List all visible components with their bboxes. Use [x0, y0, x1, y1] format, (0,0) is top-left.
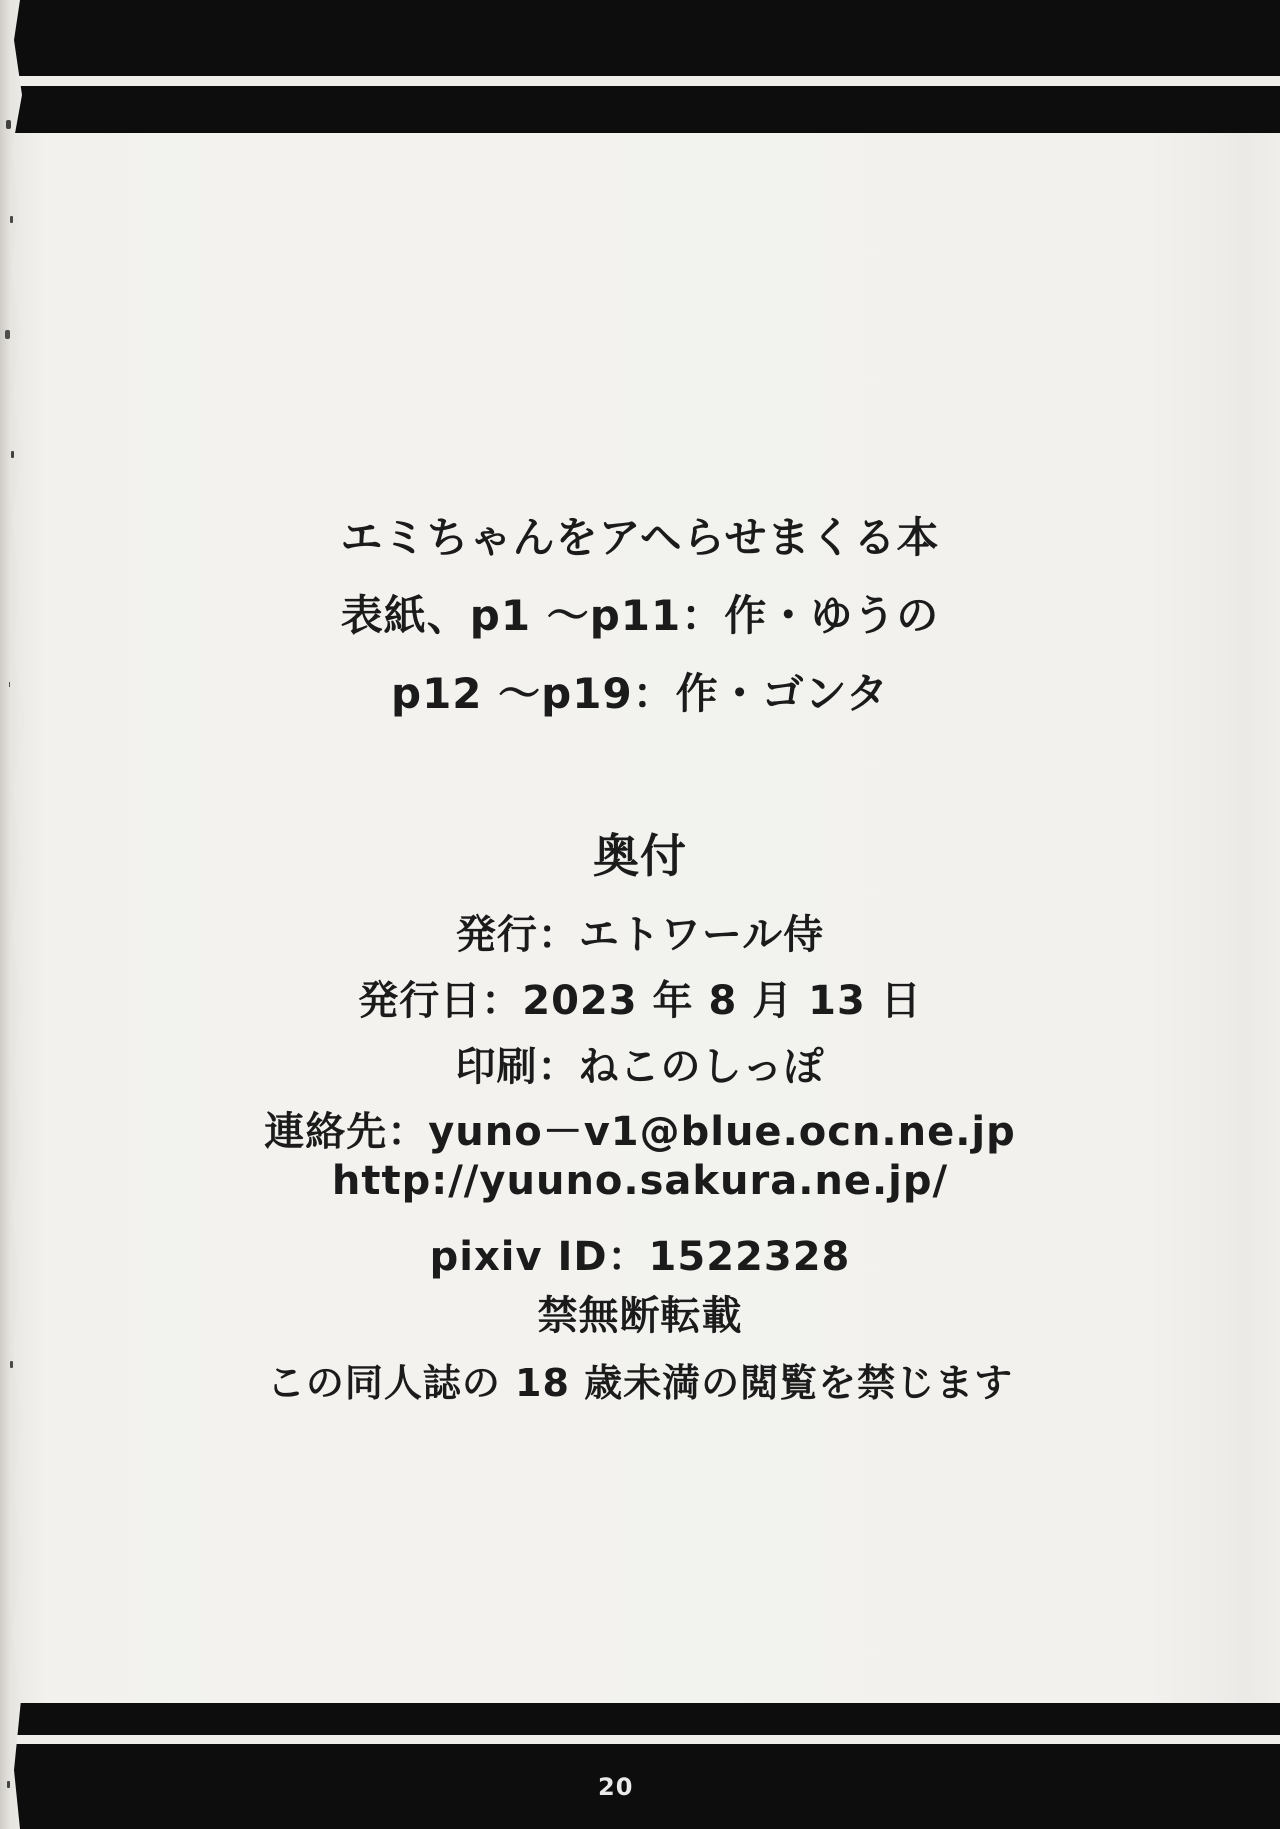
colophon-heading: 奥付	[593, 829, 687, 883]
page-number: 20	[598, 1773, 634, 1801]
publication-date-line: 発行日：2023 年 8 月 13 日	[358, 978, 922, 1024]
contact-email-line: 連絡先：yuno－v1@blue.ocn.ne.jp	[264, 1109, 1016, 1155]
website-url-line: http://yuuno.sakura.ne.jp/	[331, 1158, 949, 1204]
printer-line: 印刷：ねこのしっぽ	[455, 1044, 825, 1090]
cover-credit-line: 表紙、p1 ～p11：作・ゆうの	[340, 591, 940, 640]
publisher-line: 発行：エトワール侍	[455, 912, 825, 958]
age-restriction-notice: この同人誌の 18 歳未満の閲覧を禁じます	[266, 1361, 1014, 1405]
no-reproduction-notice: 禁無断転載	[537, 1293, 743, 1339]
top-border-band	[0, 0, 1280, 133]
pages-credit-line: p12 ～p19：作・ゴンタ	[391, 669, 889, 718]
book-title: エミちゃんをアヘらせまくる本	[340, 513, 940, 562]
top-band-white-stripe	[0, 76, 1280, 86]
scan-specks	[6, 120, 11, 129]
bottom-border-band	[0, 1703, 1280, 1829]
bottom-band-white-stripe	[0, 1735, 1280, 1744]
pixiv-id-line: pixiv ID：1522328	[429, 1234, 851, 1280]
